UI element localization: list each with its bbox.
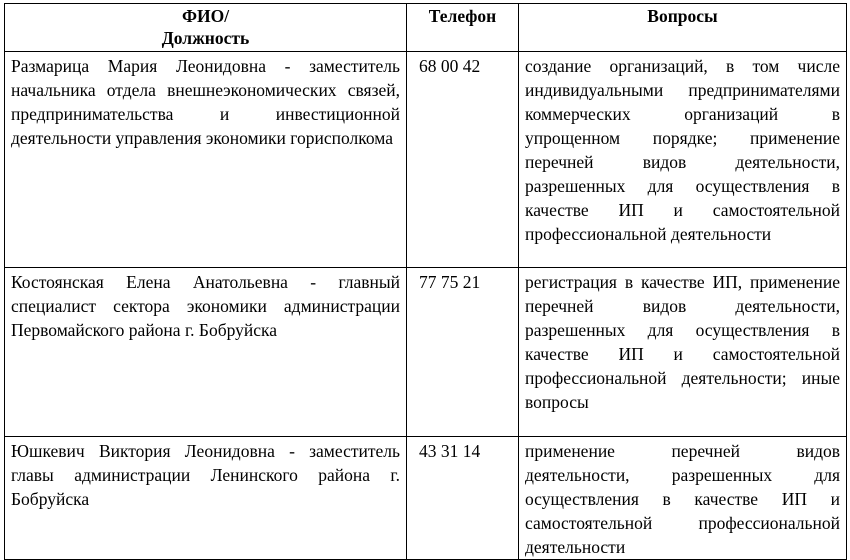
cell-fio: Костоянская Елена Анатольевна - главный специалист сектора экономики администрации Первомайского района г. Бобруйска: [5, 268, 407, 437]
cell-fio: Юшкевич Виктория Леонидовна - заместитель главы администрации Ленинского района г. Бобруйска: [5, 437, 407, 560]
table-row: [5, 52, 847, 268]
cell-phone: 77 75 21: [407, 268, 519, 437]
cell-questions: применение перечней видов деятельности, разрешенных для осуществления в качестве ИП и самостоятельной профессиональной деятельности: [519, 437, 847, 560]
cell-fio: Размарица Мария Леонидовна - заместитель начальника отдела внешнеэкономических связей, предпринимательства и инвестиционной деятельности управления экономики горисполкома: [5, 52, 407, 268]
table-row: [5, 268, 847, 437]
header-fio-line2: Должность: [161, 28, 250, 48]
header-questions: Вопросы: [519, 4, 847, 52]
cell-questions: регистрация в качестве ИП, применение перечней видов деятельности, разрешенных для осуществления в качестве ИП и самостоятельной профессиональной деятельности; иные вопросы: [519, 268, 847, 437]
cell-phone: 43 31 14: [407, 437, 519, 560]
contacts-table: [4, 3, 847, 560]
header-phone: Телефон: [407, 4, 519, 52]
table-row: [5, 437, 847, 560]
table-header-row: [5, 4, 847, 52]
cell-phone: 68 00 42: [407, 52, 519, 268]
cell-questions: создание организаций, в том числе индивидуальными предпринимателями коммерческих организаций в упрощенном порядке; применение перечней видов деятельности, разрешенных для осуществления в качестве ИП и самостоятельной профессиональной деятельности: [519, 52, 847, 268]
header-fio: [5, 4, 407, 52]
header-fio-line1: ФИО/: [181, 6, 230, 26]
